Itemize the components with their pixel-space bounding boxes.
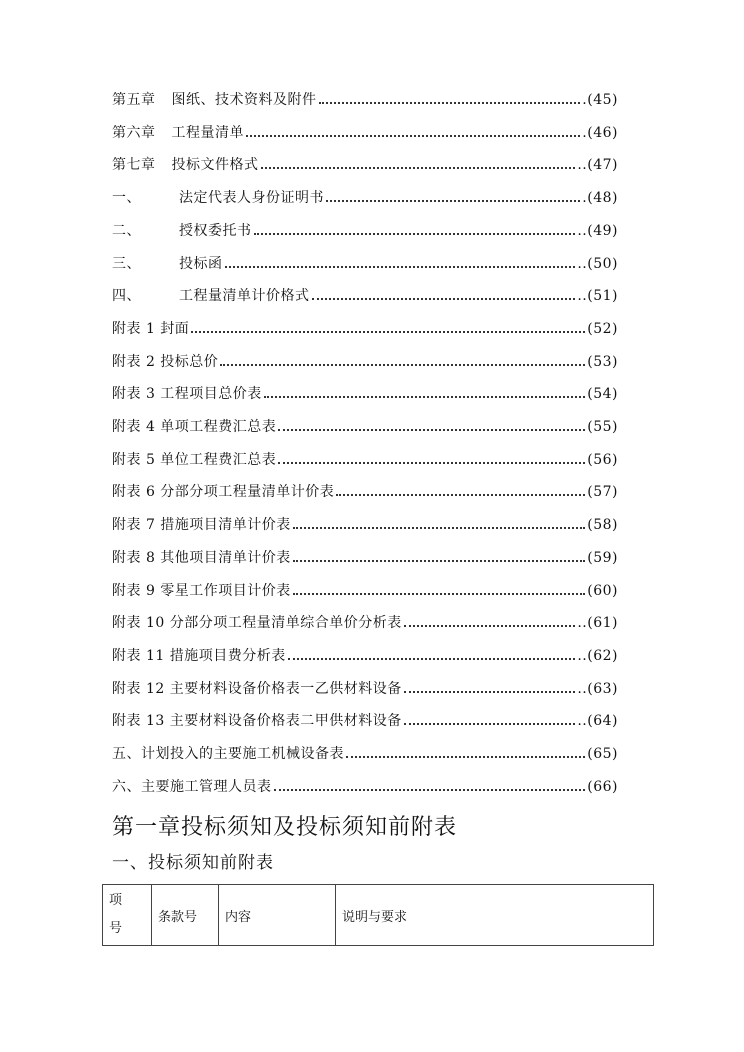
header-description: 说明与要求 [336,885,654,946]
toc-entry-label: 附表 10 分部分项工程量清单综合单价分析表 [112,615,402,632]
toc-entry-label: 附表 7 措施项目清单计价表 [112,517,291,534]
toc-leader-dots [293,527,585,529]
toc-page-number: .(46) [582,124,618,141]
toc-page-number: ..(51) [577,288,618,305]
toc-page-number: ..(47) [577,157,618,174]
toc-leader-dots [404,723,576,725]
toc-page-number: ..(50) [577,255,618,272]
toc-page-number: ..(62) [577,647,618,664]
toc-leader-dots [220,364,585,366]
toc-entry [112,254,618,274]
toc-entry-title: 授权委托书 [179,222,252,239]
toc-entry [112,744,618,764]
toc-page-number: (66) [587,778,618,795]
table-row [103,885,654,946]
toc-leader-dots [346,756,585,758]
toc-entry-title: 工程量清单 [171,124,244,141]
toc-entry [112,155,618,175]
toc-leader-dots [264,396,585,398]
toc-entry [112,581,618,601]
toc-leader-dots [336,494,585,496]
header-item-no: 项 号 [103,885,152,946]
toc-entry [112,777,618,797]
toc-entry-label: 附表 5 单位工程费汇总表 [112,451,277,468]
toc-page-number: (60) [587,582,618,599]
toc-entry-label: 第六章 [112,124,156,141]
toc-page-number: ..(63) [577,680,618,697]
toc-entry [112,482,618,502]
toc-entry-label: 附表 2 投标总价 [112,353,219,370]
toc-entry-label: 三、 [112,255,141,272]
toc-leader-dots [293,560,585,562]
toc-entry-title: 法定代表人身份证明书 [179,190,324,207]
toc-entry-label: 六、主要施工管理人员表 [112,778,272,795]
toc-leader-dots [404,625,576,627]
toc-page-number: .(45) [582,92,618,108]
toc-page-number: (56) [587,451,618,468]
toc-entry [112,221,618,241]
toc-entry [112,188,618,208]
toc-page-number: (54) [587,386,618,403]
toc-leader-dots [246,135,580,137]
toc-leader-dots [274,789,586,791]
toc-leader-dots [278,462,585,464]
toc-entry-title: 投标函 [179,255,223,272]
toc-entry [112,352,618,372]
toc-entry-label: 附表 11 措施项目费分析表 [112,647,286,664]
toc-page-number: (58) [587,517,618,534]
toc-entry [112,646,618,666]
toc-entry-title: 图纸、技术资料及附件 [171,92,317,108]
toc-entry-label: 附表 4 单项工程费汇总表 [112,419,277,435]
toc-entry [112,711,618,731]
toc-entry-label: 附表 1 封面 [112,320,190,337]
toc-entry [112,90,618,110]
toc-page-number: (53) [587,353,618,370]
toc-entry-label: 四、 [112,288,141,305]
toc-page-number: ..(64) [577,713,618,730]
toc-entry [112,613,618,633]
toc-entry [112,450,618,470]
toc-entry-label: 附表 13 主要材料设备价格表二甲供材料设备 [112,713,402,730]
toc-entry [112,417,618,437]
section-heading: 一、投标须知前附表 [112,853,274,873]
toc-leader-dots [288,658,576,660]
toc-entry-label: 附表 12 主要材料设备价格表一乙供材料设备 [112,680,402,697]
toc-leader-dots [261,167,576,169]
toc-leader-dots [312,298,576,300]
toc-entry-label: 五、计划投入的主要施工机械设备表 [112,746,344,762]
toc-entry [112,286,618,306]
toc-leader-dots [191,331,585,333]
toc-page-number: ..(49) [577,222,618,239]
toc-page-number: (59) [587,549,618,566]
toc-entry-label: 附表 9 零星工作项目计价表 [112,582,291,599]
toc-leader-dots [225,266,576,268]
toc-entry-title: 工程量清单计价格式 [179,288,310,305]
toc-page-number: (57) [587,484,618,501]
toc-entry-label: 附表 3 工程项目总价表 [112,386,262,403]
toc-entry-title: 投标文件格式 [171,157,259,174]
toc-leader-dots [326,200,580,202]
toc-page-number: (55) [587,419,618,435]
toc-page-number: (52) [587,320,618,337]
toc-leader-dots [254,233,576,235]
chapter-heading: 第一章投标须知及投标须知前附表 [112,815,458,840]
toc-entry-label: 二、 [112,222,141,239]
toc-entry [112,679,618,699]
toc-entry [112,548,618,568]
toc-page-number: ..(61) [577,615,618,632]
toc-entry-label: 一、 [112,190,141,207]
header-clause-no: 条款号 [152,885,219,946]
toc-entry [112,319,618,339]
toc-entry-label: 附表 6 分部分项工程量清单计价表 [112,484,335,501]
toc-page-number: .(48) [582,190,618,207]
toc-entry [112,123,618,143]
toc-page-number: (65) [587,746,618,762]
toc-entry-label: 附表 8 其他项目清单计价表 [112,549,291,566]
toc-entry-label: 第七章 [112,157,156,174]
toc-leader-dots [319,102,581,104]
toc-leader-dots [404,691,576,693]
toc-leader-dots [278,429,585,431]
bidding-notice-table [102,884,654,946]
toc-entry [112,515,618,535]
header-content: 内容 [219,885,336,946]
toc-entry-label: 第五章 [112,92,156,108]
toc-entry [112,384,618,404]
toc-leader-dots [293,593,585,595]
